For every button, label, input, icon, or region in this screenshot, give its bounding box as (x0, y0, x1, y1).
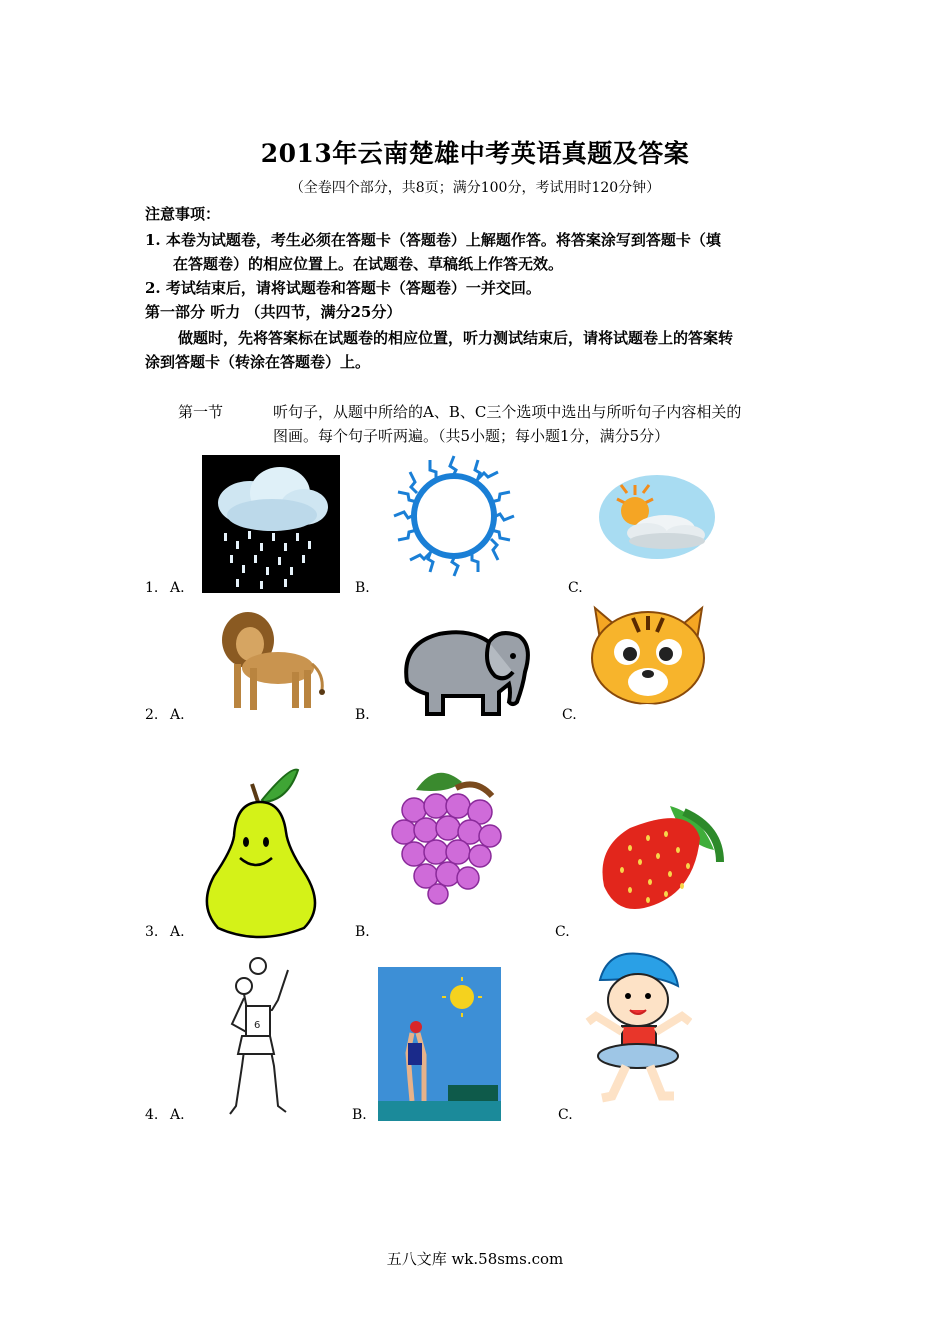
page-title: 2013年云南楚雄中考英语真题及答案 (260, 139, 690, 168)
question-3-option-c: C. (555, 924, 570, 940)
question-1-number: 1. (145, 580, 159, 596)
section1-instruction: 听句子，从题中所给的A、B、C三个选项中选出与所听句子内容相关的 (273, 403, 742, 421)
rain-cloud-icon (202, 455, 340, 593)
question-4-option-b: B. (352, 1107, 367, 1123)
question-1-option-a: A. (170, 580, 185, 596)
strawberry-picture (600, 798, 730, 916)
question-3-option-b: B. (355, 924, 370, 940)
volleyball-player-icon (202, 952, 322, 1124)
notice-item-1-cont: 在答题卷）的相应位置上。在试题卷、草稿纸上作答无效。 (173, 255, 564, 273)
svg-text:6: 6 (254, 1020, 261, 1031)
lion-icon (212, 606, 327, 718)
grapes-icon (386, 764, 502, 906)
part1-heading: 第一部分 听力 （共四节，满分25分） (145, 303, 402, 321)
notice-item-1: 1. 本卷为试题卷，考生必须在答题卡（答题卷）上解题作答。将答案涂写到答题卡（填 (145, 231, 721, 249)
question-4-number: 4. (145, 1107, 159, 1123)
grapes-picture (386, 764, 502, 906)
tiger-picture (585, 596, 712, 721)
question-2-option-a: A. (170, 707, 185, 723)
pear-picture (200, 762, 322, 944)
question-1-option-c: C. (568, 580, 583, 596)
strawberry-icon (600, 798, 730, 916)
lion-picture (212, 606, 327, 718)
pear-icon (200, 762, 322, 944)
question-4-option-c: C. (558, 1107, 573, 1123)
section1-name: 第一节 (178, 403, 224, 421)
part1-instruction: 做题时，先将答案标在试题卷的相应位置，听力测试结束后，请将试题卷上的答案转 (178, 329, 734, 347)
elephant-icon (387, 612, 539, 722)
question-1-option-b: B. (355, 580, 370, 596)
question-2-option-b: B. (355, 707, 370, 723)
boy-with-swim-ring-picture (582, 950, 692, 1120)
sun-behind-cloud-picture (595, 455, 725, 593)
notice-heading: 注意事项： (145, 205, 221, 223)
swimmer-diving-icon (378, 967, 501, 1121)
notice-item-2: 2. 考试结束后，请将试题卷和答题卡（答题卷）一并交回。 (145, 279, 541, 297)
page-subtitle: （全卷四个部分，共8页；满分100分，考试用时120分钟） (289, 180, 661, 196)
question-3-number: 3. (145, 924, 159, 940)
part1-instruction-cont: 涂到答题卡（转涂在答题卷）上。 (145, 353, 371, 371)
elephant-picture (387, 612, 539, 722)
rain-cloud-picture (202, 455, 340, 593)
question-4-option-a: A. (170, 1107, 185, 1123)
tiger-icon (585, 596, 712, 721)
section1-instruction-cont: 图画。每个句子听两遍。（共5小题；每小题1分，满分5分） (273, 427, 670, 445)
sun-icon (380, 452, 528, 580)
question-3-option-a: A. (170, 924, 185, 940)
question-2-number: 2. (145, 707, 159, 723)
sun-picture (380, 452, 528, 580)
question-2-option-c: C. (562, 707, 577, 723)
swimmer-picture (378, 967, 501, 1121)
volleyball-player-picture (202, 952, 322, 1124)
boy-with-swim-ring-icon (582, 950, 692, 1120)
footer-watermark: 五八文库 wk.58sms.com (386, 1250, 564, 1268)
sun-behind-cloud-icon (595, 455, 725, 593)
